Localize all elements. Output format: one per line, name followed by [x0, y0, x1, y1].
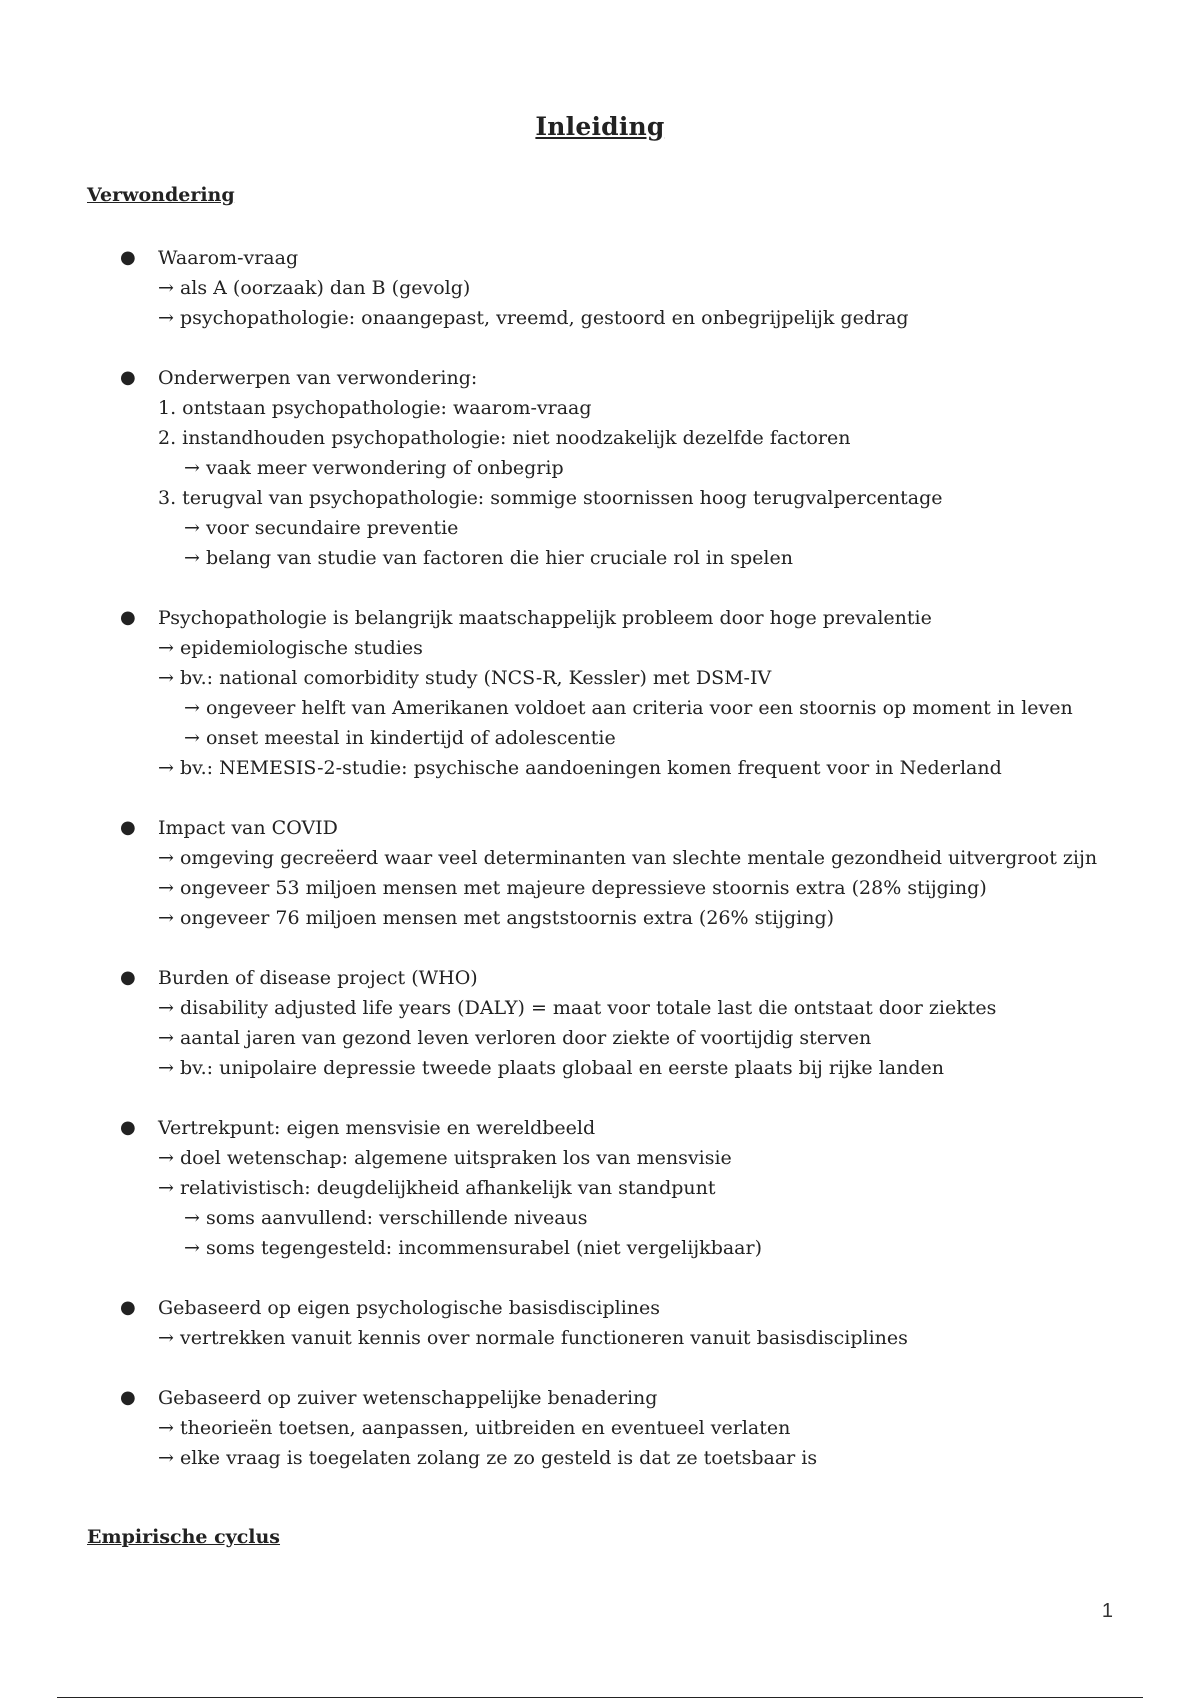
- bullet-subline: → omgeving gecreëerd waar veel determinanten van slechte mentale gezondheid uitvergroot zijn: [158, 847, 1098, 869]
- bullet-marker: ●: [120, 1297, 136, 1318]
- bullet-subline: → psychopathologie: onaangepast, vreemd, gestoord en onbegrijpelijk gedrag: [158, 307, 909, 329]
- bullet-subline: → epidemiologische studies: [158, 637, 423, 659]
- page-title: Inleiding: [535, 112, 665, 141]
- bullet-item-text: Impact van COVID: [158, 817, 338, 839]
- bullet-subline: → ongeveer 53 miljoen mensen met majeure depressieve stoornis extra (28% stijging): [158, 877, 987, 899]
- bullet-item-text: Gebaseerd op zuiver wetenschappelijke benadering: [158, 1387, 658, 1409]
- bullet-subline: → elke vraag is toegelaten zolang ze zo gesteld is dat ze toetsbaar is: [158, 1447, 818, 1469]
- section-heading-verwondering: Verwondering: [87, 184, 235, 206]
- bullet-subline: → doel wetenschap: algemene uitspraken los van mensvisie: [158, 1147, 732, 1169]
- bullet-subline: 1. ontstaan psychopathologie: waarom-vraag: [158, 397, 592, 419]
- bullet-subline: → aantal jaren van gezond leven verloren door ziekte of voortijdig sterven: [158, 1027, 872, 1049]
- page-divider: [57, 1697, 1143, 1698]
- bullet-item-text: Waarom-vraag: [158, 247, 299, 269]
- bullet-marker: ●: [120, 1387, 136, 1408]
- section-heading-empirische-cyclus: Empirische cyclus: [87, 1526, 281, 1548]
- bullet-marker: ●: [120, 247, 136, 268]
- bullet-marker: ●: [120, 367, 136, 388]
- bullet-item-text: Vertrekpunt: eigen mensvisie en wereldbeeld: [158, 1117, 596, 1139]
- bullet-marker: ●: [120, 1117, 136, 1138]
- bullet-subline: → theorieën toetsen, aanpassen, uitbreiden en eventueel verlaten: [158, 1417, 791, 1439]
- bullet-subline: → onset meestal in kindertijd of adolescentie: [184, 727, 616, 749]
- bullet-subline: → bv.: NEMESIS-2-studie: psychische aandoeningen komen frequent voor in Nederland: [158, 757, 1002, 779]
- page-number: 1: [1101, 1600, 1113, 1622]
- bullet-subline: → soms tegengesteld: incommensurabel (niet vergelijkbaar): [184, 1237, 763, 1259]
- bullet-subline: → als A (oorzaak) dan B (gevolg): [158, 277, 471, 299]
- bullet-item-text: Psychopathologie is belangrijk maatschappelijk probleem door hoge prevalentie: [158, 607, 932, 629]
- bullet-subline: → ongeveer helft van Amerikanen voldoet aan criteria voor een stoornis op moment in leven: [184, 697, 1073, 719]
- bullet-item-text: Burden of disease project (WHO): [158, 967, 478, 989]
- bullet-item-text: Gebaseerd op eigen psychologische basisdisciplines: [158, 1297, 661, 1319]
- bullet-subline: → ongeveer 76 miljoen mensen met angststoornis extra (26% stijging): [158, 907, 835, 929]
- bullet-subline: → vaak meer verwondering of onbegrip: [184, 457, 564, 479]
- bullet-subline: → vertrekken vanuit kennis over normale functioneren vanuit basisdisciplines: [158, 1327, 908, 1349]
- bullet-subline: → bv.: unipolaire depressie tweede plaats globaal en eerste plaats bij rijke landen: [158, 1057, 944, 1079]
- bullet-subline: → belang van studie van factoren die hier cruciale rol in spelen: [184, 547, 793, 569]
- bullet-subline: → relativistisch: deugdelijkheid afhankelijk van standpunt: [158, 1177, 716, 1199]
- bullet-subline: → voor secundaire preventie: [184, 517, 459, 539]
- bullet-marker: ●: [120, 607, 136, 628]
- bullet-marker: ●: [120, 817, 136, 838]
- bullet-subline: → soms aanvullend: verschillende niveaus: [184, 1207, 588, 1229]
- bullet-subline: 3. terugval van psychopathologie: sommige stoornissen hoog terugvalpercentage: [158, 487, 943, 509]
- bullet-subline: 2. instandhouden psychopathologie: niet noodzakelijk dezelfde factoren: [158, 427, 851, 449]
- bullet-marker: ●: [120, 967, 136, 988]
- bullet-item-text: Onderwerpen van verwondering:: [158, 367, 478, 389]
- bullet-subline: → bv.: national comorbidity study (NCS-R, Kessler) met DSM-IV: [158, 667, 772, 689]
- bullet-subline: → disability adjusted life years (DALY) = maat voor totale last die ontstaat door ziektes: [158, 997, 997, 1019]
